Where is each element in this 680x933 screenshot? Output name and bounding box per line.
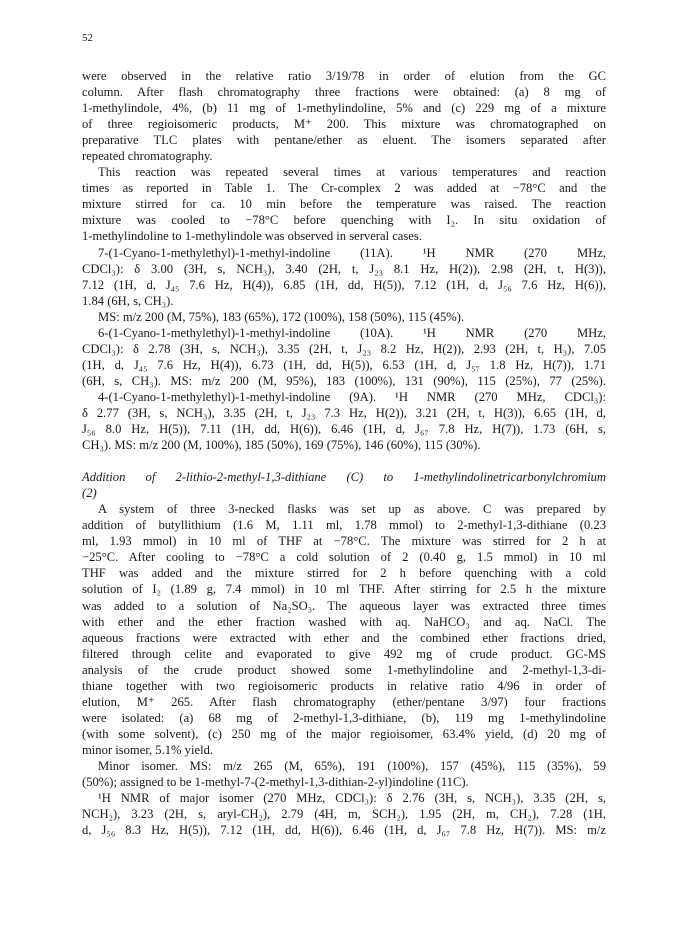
section-heading-line: (2) bbox=[82, 486, 97, 501]
text-line: was added to a solution of Na₂SO₃. The aqueous layer was extracted three times bbox=[82, 598, 606, 613]
text-line: elution, M⁺ 265. After flash chromatography (ether/pentane 3/97) four fractions bbox=[82, 694, 606, 709]
text-line: of three regioisomeric products, M⁺ 200. This mixture was chromatographed on bbox=[82, 117, 606, 132]
text-line: aqueous fractions were extracted with ether and the combined ether fractions dried, bbox=[82, 630, 606, 645]
text-line: were isolated: (a) 68 mg of 2-methyl-1,3-dithiane, (b), 119 mg 1-methylindoline bbox=[82, 710, 606, 725]
text-line: repeated chromatography. bbox=[82, 149, 213, 164]
text-line: Minor isomer. MS: m/z 265 (M, 65%), 191 (100%), 157 (45%), 115 (35%), 59 bbox=[98, 758, 606, 773]
text-line: NCH₂), 3.23 (2H, s, aryl-CH₂), 2.79 (4H, m, SCH₂), 1.95 (2H, m, CH₂), 7.28 (1H, bbox=[82, 807, 606, 822]
text-line: ¹H NMR of major isomer (270 MHz, CDCl₃): δ 2.76 (3H, s, NCH₃), 3.35 (2H, s, bbox=[98, 791, 606, 806]
text-line: with ether and the ether fraction washed with aq. NaHCO₃ and aq. NaCl. The bbox=[82, 614, 606, 629]
text-line: CH₃). MS: m/z 200 (M, 100%), 185 (50%), 169 (75%), 146 (60%), 115 (30%). bbox=[82, 438, 481, 453]
text-line: times as reported in Table 1. The Cr-complex 2 was added at −78°C and the bbox=[82, 181, 606, 196]
text-line: 4-(1-Cyano-1-methylethyl)-1-methyl-indoline (9A). ¹H NMR (270 MHz, CDCl₃): bbox=[98, 389, 606, 404]
paragraph-gap bbox=[82, 453, 606, 469]
text-line: mixture stirred for ca. 10 min before the temperature was raised. The reaction bbox=[82, 197, 606, 212]
text-line: (with some solvent), (c) 250 mg of the major regioisomer, 63.4% yield, (d) 20 mg of bbox=[82, 726, 606, 741]
text-line: CDCl₃): δ 2.78 (3H, s, NCH₃), 3.35 (2H, t, J₂₃ 8.2 Hz, H(2)), 2.93 (2H, t, H₃), 7.05 bbox=[82, 341, 606, 356]
text-line: d, J₅₆ 8.3 Hz, H(5)), 7.12 (1H, dd, H(6)), 6.46 (1H, d, J₆₇ 7.8 Hz, H(7)). MS: m/z bbox=[82, 823, 606, 838]
text-line: mixture was cooled to −78°C before quenching with I₂. In situ oxidation of bbox=[82, 213, 606, 228]
text-line: thiane together with two regioisomeric products in relative ratio 4/96 in order of bbox=[82, 678, 606, 693]
body-text bbox=[82, 68, 606, 838]
text-line: analysis of the crude product showed some 1-methylindoline and 2-methyl-1,3-di- bbox=[82, 662, 606, 677]
text-line: (6H, s, CH₃). MS: m/z 200 (M, 95%), 183 (100%), 131 (90%), 115 (25%), 77 (25%). bbox=[82, 373, 606, 388]
text-line: 7-(1-Cyano-1-methylethyl)-1-methyl-indoline (11A). ¹H NMR (270 MHz, bbox=[98, 245, 606, 260]
text-line: (50%); assigned to be 1-methyl-7-(2-methyl-1,3-dithian-2-yl)indoline (11C). bbox=[82, 775, 469, 790]
text-line: 1.84 (6H, s, CH₃). bbox=[82, 293, 174, 308]
text-line: ml, 1.93 mmol) in 10 ml of THF at −78°C. The mixture was stirred for 2 h at bbox=[82, 534, 606, 549]
text-line: minor isomer, 5.1% yield. bbox=[82, 742, 214, 757]
text-line: 7.12 (1H, d, J₄₅ 7.6 Hz, H(4)), 6.85 (1H, dd, H(5)), 7.12 (1H, d, J₅₆ 7.6 Hz, H(6)), bbox=[82, 277, 606, 292]
text-line: J₅₆ 8.0 Hz, H(5)), 7.11 (1H, dd, H(6)), 6.46 (1H, d, J₆₇ 7.8 Hz, H(7)), 1.73 (6H, s, bbox=[82, 422, 606, 437]
text-line: A system of three 3-necked flasks was set up as above. C was prepared by bbox=[98, 502, 606, 517]
text-line: were observed in the relative ratio 3/19/78 in order of elution from the GC bbox=[82, 69, 606, 83]
page-number: 52 bbox=[82, 32, 93, 44]
text-line: −25°C. After cooling to −78°C a cold solution of 2 (0.40 g, 1.5 mmol) in 10 ml bbox=[82, 550, 606, 565]
section-heading-line: Addition of 2-lithio-2-methyl-1,3-dithiane (C) to 1-methylindolinetricarbonylchromium bbox=[82, 470, 606, 485]
text-line: addition of butyllithium (1.6 M, 1.11 ml, 1.78 mmol) to 2-methyl-1,3-dithiane (0.23 bbox=[82, 518, 606, 533]
text-line: 6-(1-Cyano-1-methylethyl)-1-methyl-indoline (10A). ¹H NMR (270 MHz, bbox=[98, 325, 606, 340]
text-line: preparative TLC plates with pentane/ether as eluent. The isomers separated after bbox=[82, 133, 606, 148]
text-line: 1-methylindole, 4%, (b) 11 mg of 1-methylindoline, 5% and (c) 229 mg of a mixture bbox=[82, 101, 606, 116]
text-line: (1H, d, J₄₅ 7.6 Hz, H(4)), 6.73 (1H, dd, H(5)), 6.53 (1H, d, J₅₇ 1.8 Hz, H(7)), 1.71 bbox=[82, 357, 606, 372]
text-line: CDCl₃): δ 3.00 (3H, s, NCH₃), 3.40 (2H, t, J₂₃ 8.1 Hz, H(2)), 2.98 (2H, t, H(3)), bbox=[82, 261, 606, 276]
text-line: 1-methylindoline to 1-methylindole was observed in serveral cases. bbox=[82, 229, 422, 244]
text-line: filtered through celite and evaporated to give 492 mg of crude product. GC-MS bbox=[82, 646, 606, 661]
text-line: δ 2.77 (3H, s, NCH₃), 3.35 (2H, t, J₂₃ 7.3 Hz, H(2)), 3.21 (2H, t, H(3)), 6.65 (1H, d, bbox=[82, 405, 606, 420]
text-line: solution of I₂ (1.89 g, 7.4 mmol) in 10 ml THF. After stirring for 2.5 h the mixture bbox=[82, 582, 606, 597]
text-line: column. After flash chromatography three fractions were obtained: (a) 8 mg of bbox=[82, 85, 606, 100]
text-line: This reaction was repeated several times at various temperatures and reaction bbox=[98, 165, 606, 180]
text-line: MS: m/z 200 (M, 75%), 183 (65%), 172 (100%), 158 (50%), 115 (45%). bbox=[98, 309, 465, 324]
text-line: THF was added and the mixture stirred for 2 h before quenching with a cold bbox=[82, 566, 606, 581]
